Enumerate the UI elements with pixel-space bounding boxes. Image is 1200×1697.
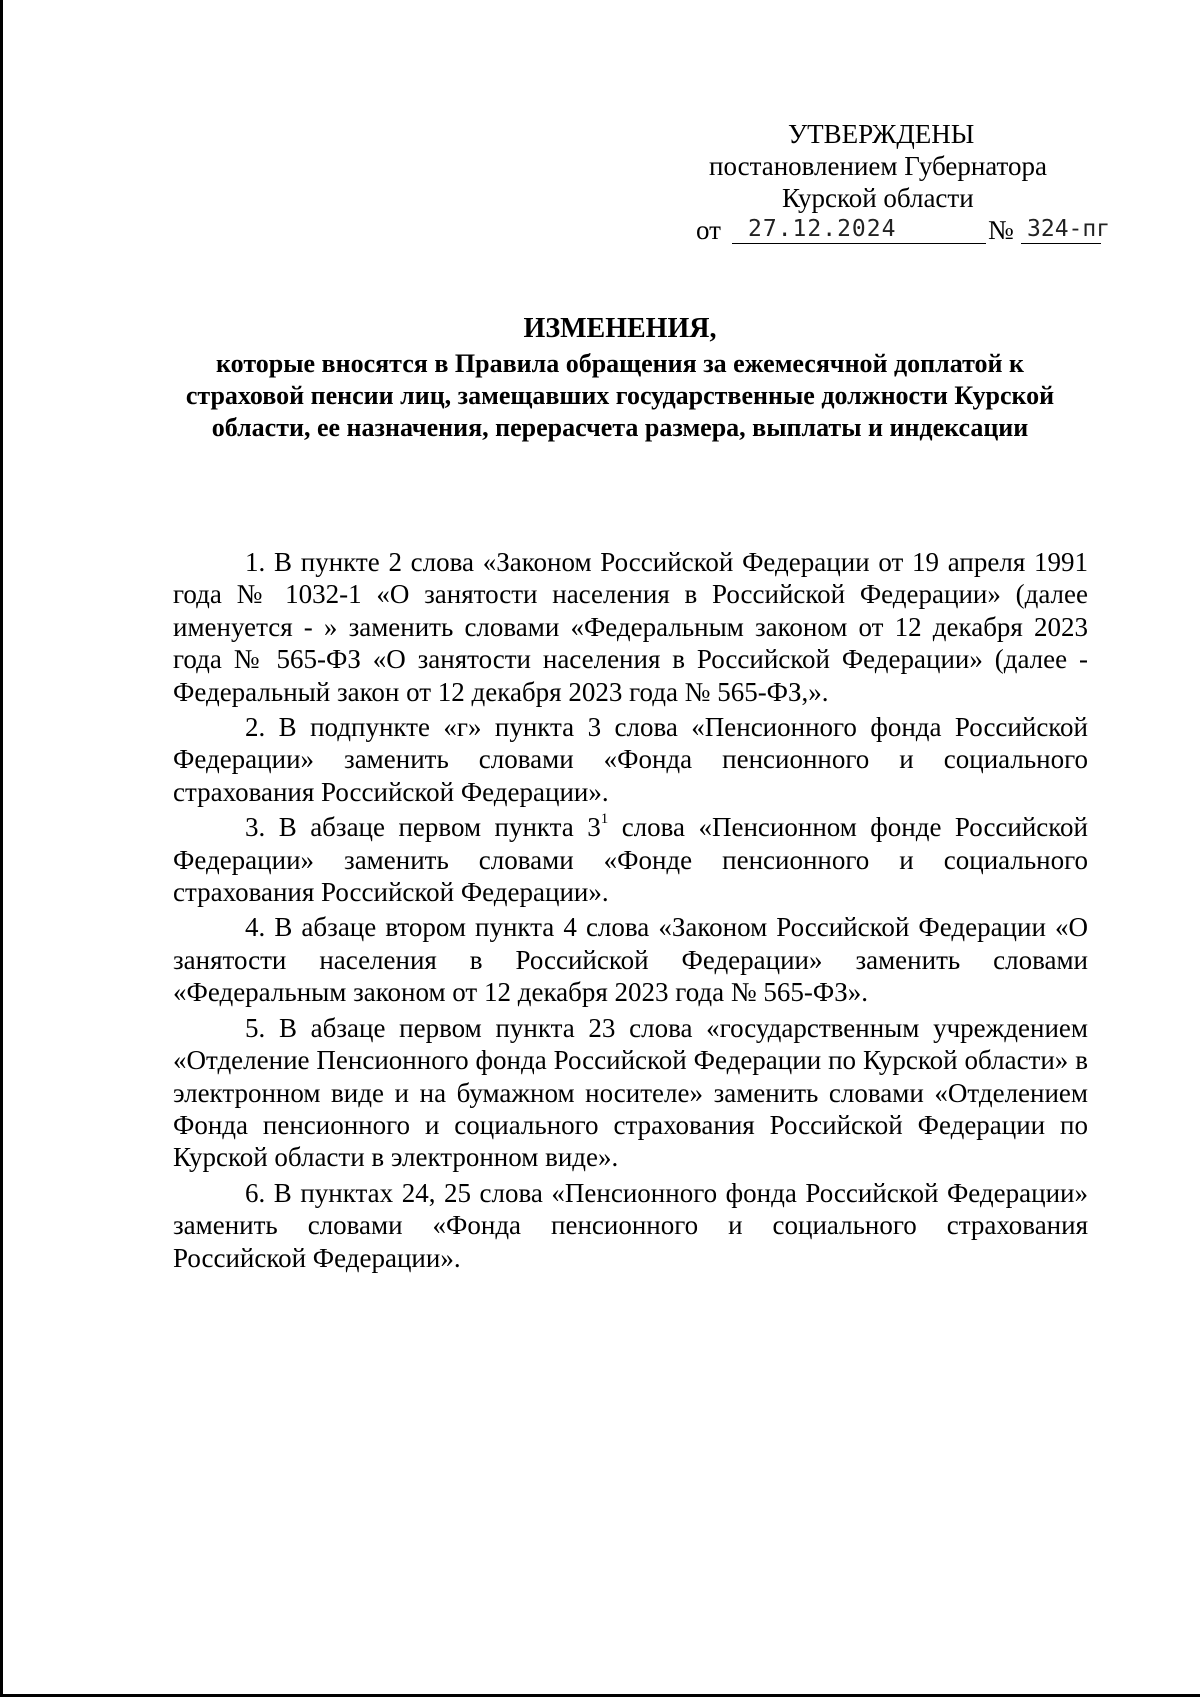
- date-field: [732, 214, 986, 244]
- date-prefix: от: [696, 215, 721, 245]
- heading-title: ИЗМЕНЕНИЯ,: [523, 313, 717, 344]
- paragraph-5: 5. В абзаце первом пункта 23 слова «государственным учреждением «Отделение Пенсионного фонда Российской Федерации по Курской области» в электронном виде и на бумажном носителе» заменить словами «Отделением Фонда пенсионного и социального страхования Российской Федерации по Курской области в электронном виде».: [173, 1012, 1088, 1173]
- approval-title: УТВЕРЖДЕНЫ: [788, 119, 975, 149]
- approval-region: Курской области: [782, 183, 974, 213]
- paragraph-6: 6. В пунктах 24, 25 слова «Пенсионного фонда Российской Федерации» заменить словами «Фонда пенсионного и социального страхования Российской Федерации».: [173, 1177, 1088, 1273]
- paragraph-3-superscript: 1: [600, 811, 609, 828]
- date-value: 27.12.2024: [748, 216, 897, 242]
- number-field: [1021, 214, 1111, 244]
- approval-resolution: постановлением Губернатора: [709, 151, 1047, 181]
- paragraph-3: [173, 811, 1088, 908]
- number-label: №: [988, 215, 1014, 245]
- paragraph-1: 1. В пункте 2 слова «Законом Российской Федерации от 19 апреля 1991 года № 1032-1 «О занятости населения в Российской Федерации» (далее именуется - » заменить словами «Федеральным законом от 12 декабря 2023 года № 565-ФЗ «О занятости населения в Российской Федерации» (далее - Федеральный закон от 12 декабря 2023 года № 565-ФЗ,».: [173, 547, 1088, 707]
- scan-edge-left: [0, 0, 3, 1697]
- document-heading: [170, 312, 1070, 444]
- paragraph-4: 4. В абзаце втором пункта 4 слова «Законом Российской Федерации «О занятости населения в Российской Федерации» заменить словами «Федеральным законом от 12 декабря 2023 года № 565-ФЗ».: [173, 912, 1088, 1008]
- paragraph-3-end: слова «Пенсионном фонде Российской Федерации» заменить словами «Фонде пенсионного и социального страхования Российской Федерации».: [173, 812, 1088, 908]
- paragraph-3-start: 3. В абзаце первом пункта 3: [245, 812, 601, 843]
- heading-subtitle: которые вносятся в Правила обращения за ежемесячной доплатой к страховой пенсии лиц, замещавших государственные должности Курской области, ее назначения, перерасчета размера, выплаты и индексации: [185, 349, 1055, 442]
- paragraph-2: 2. В подпункте «г» пункта 3 слова «Пенсионного фонда Российской Федерации» заменить словами «Фонда пенсионного и социального страхования Российской Федерации».: [173, 712, 1088, 807]
- document-body: [173, 546, 1088, 1277]
- number-value: 324-пг: [1027, 216, 1111, 242]
